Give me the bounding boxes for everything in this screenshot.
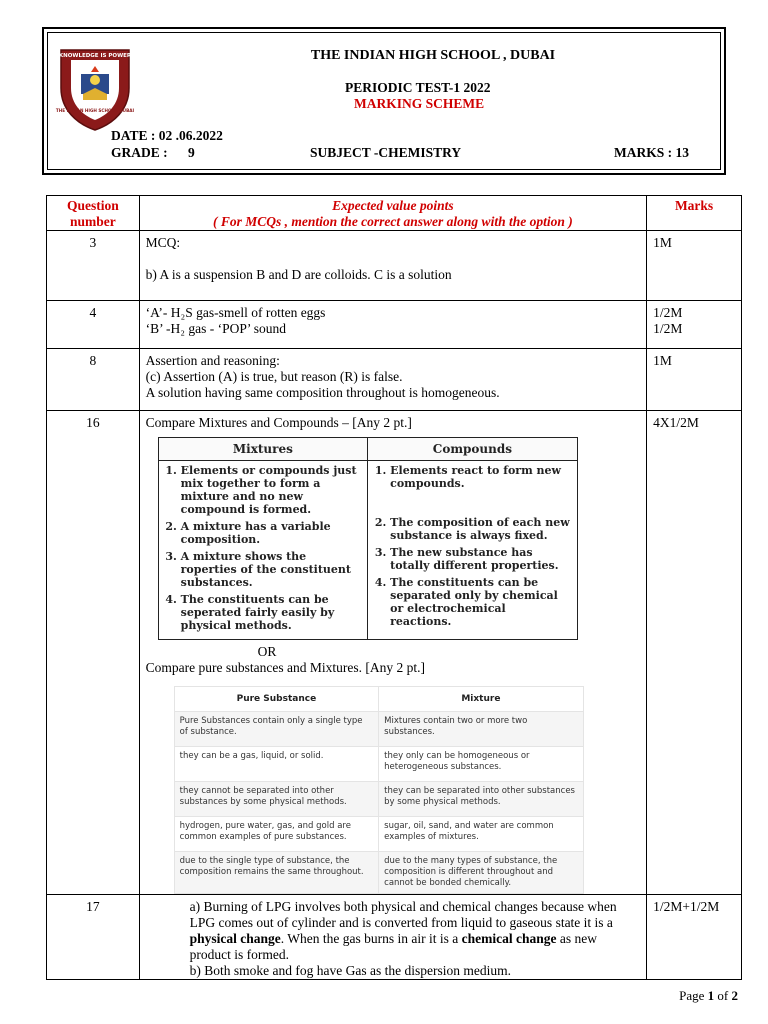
question-number: 8 — [47, 349, 140, 411]
answer-cell: Assertion and reasoning: (c) Assertion (A) is true, but reason (R) is false. A solution having same composition throughout is homogeneous. — [139, 349, 646, 411]
grade-value: 9 — [188, 145, 195, 160]
q16-title: Compare Mixtures and Compounds – [Any 2 pt.] — [145, 415, 412, 430]
compounds-points — [368, 461, 578, 640]
question-number: 17 — [47, 895, 140, 980]
page-number: Page 1 of 2 — [679, 988, 738, 1003]
list-item: 2. The composition of each new substance is always fixed. — [390, 516, 571, 542]
list-item: 3. A mixture shows the roperties of the constituent substances. — [181, 550, 362, 589]
mixtures-vs-compounds-table — [158, 437, 578, 640]
grade-label: GRADE : — [111, 145, 168, 160]
mixture-header: Mixture — [379, 687, 584, 712]
list-item: 3. The new substance has totally different properties. — [390, 546, 571, 572]
marks-cell: 1/2M 1/2M — [647, 301, 742, 349]
list-item: 2. A mixture has a variable composition. — [181, 520, 362, 546]
answer-cell: MCQ: b) A is a suspension B and D are colloids. C is a solution — [139, 231, 646, 301]
table-row: they cannot be separated into other substances by some physical methods. they can be separated into other substances by some physical methods. — [174, 782, 583, 817]
table-row — [47, 895, 742, 980]
question-number: 4 — [47, 301, 140, 349]
list-item: 1. Elements react to form new compounds. — [390, 464, 571, 490]
table-row: Pure Substances contain only a single type of substance. Mixtures contain two or more two substances. — [174, 712, 583, 747]
table-row: due to the single type of substance, the composition remains the same throughout. due to the many types of substance, the composition is different throughout and cannot be bonded chemically. — [174, 852, 583, 894]
question-number: 3 — [47, 231, 140, 301]
list-item: 4. The constituents can be separated only by chemical or electrochemical reactions. — [390, 576, 571, 628]
marks-cell: 4X1/2M — [647, 411, 742, 895]
exam-date: DATE : 02 .06.2022 — [111, 128, 223, 143]
question-number: 16 — [47, 411, 140, 895]
total-marks: MARKS : 13 — [614, 145, 689, 160]
table-row — [47, 301, 742, 349]
marking-scheme-title: MARKING SCHEME — [354, 96, 485, 111]
compounds-header: Compounds — [368, 438, 578, 461]
mixtures-points — [158, 461, 368, 640]
q17-part-a: a) Burning of LPG involves both physical and chemical changes because when LPG comes out of cylinder and is converted from liquid to gaseous state it is a physical change. When the gas burns in air it is a chemical change as new product is formed. — [189, 899, 617, 962]
marks-cell: 1M — [647, 231, 742, 301]
q16-alt-title: Compare pure substances and Mixtures. [Any 2 pt.] — [145, 660, 425, 675]
pure-substance-header: Pure Substance — [174, 687, 379, 712]
question-number-header: Question number — [47, 196, 140, 231]
marks-cell: 1/2M+1/2M — [647, 895, 742, 980]
marks-cell: 1M — [647, 349, 742, 411]
answer-cell — [139, 411, 646, 895]
marks-header: Marks — [647, 196, 742, 231]
test-title: PERIODIC TEST-1 2022 — [345, 80, 491, 95]
table-row — [47, 411, 742, 895]
table-row — [47, 349, 742, 411]
logo-motto: KNOWLEDGE IS POWER — [58, 53, 132, 59]
marking-table — [46, 195, 742, 980]
answer-cell — [139, 895, 646, 980]
mixtures-header: Mixtures — [158, 438, 368, 461]
q17-part-b: b) Both smoke and fog have Gas as the dispersion medium. — [189, 963, 511, 978]
value-points-header: Expected value points ( For MCQs , mention the correct answer along with the option ) — [139, 196, 646, 231]
list-item: 4. The constituents can be seperated fairly easily by physical methods. — [181, 593, 362, 632]
table-row: hydrogen, pure water, gas, and gold are common examples of pure substances. sugar, oil, sand, and water are common examples of mixtures. — [174, 817, 583, 852]
table-row: they can be a gas, liquid, or solid. they only can be homogeneous or heterogeneous substances. — [174, 747, 583, 782]
school-name: THE INDIAN HIGH SCHOOL , DUBAI — [310, 48, 556, 63]
or-separator: OR — [257, 644, 277, 659]
table-row — [47, 231, 742, 301]
table-header-row — [47, 196, 742, 231]
subject: SUBJECT -CHEMISTRY — [310, 145, 462, 160]
pure-vs-mixture-table — [174, 686, 584, 894]
answer-cell: ‘A’- H₂S gas-smell of rotten eggs ‘B’ -H₂ gas - ‘POP’ sound — [139, 301, 646, 349]
list-item: 1. Elements or compounds just mix together to form a mixture and no new compound is formed. — [181, 464, 362, 516]
logo-ring-text: THE INDIAN HIGH SCHOOL DUBAI — [55, 108, 135, 113]
